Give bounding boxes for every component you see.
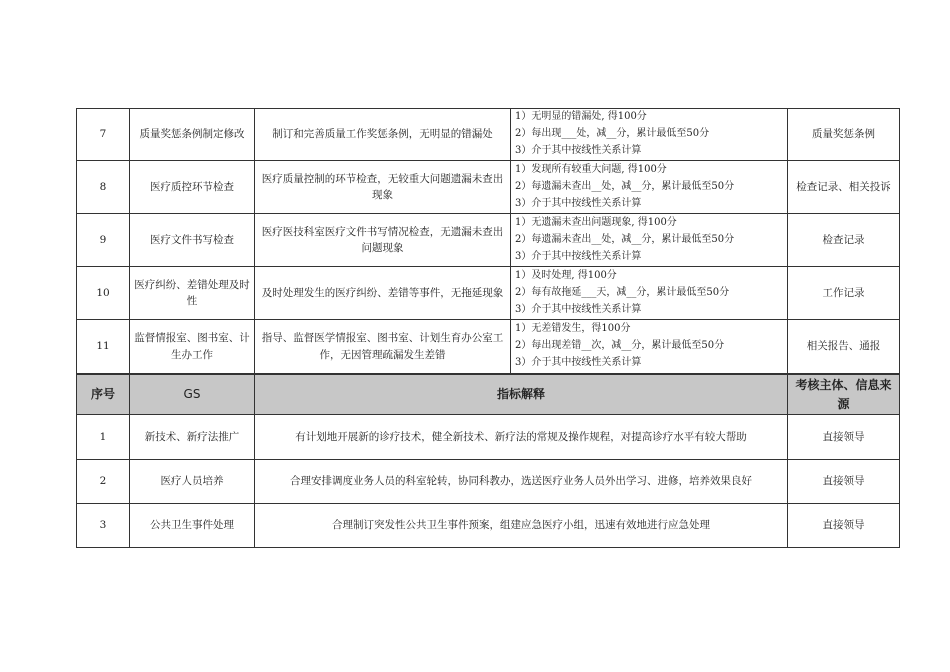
gs-table xyxy=(76,374,900,548)
indicator-description: 医疗质量控制的环节检查，无较重大问题遗漏未查出现象 xyxy=(255,161,511,214)
gs-description: 合理安排调度业务人员的科室轮转，协同科教办，选送医疗业务人员外出学习、进修，培养效果良好 xyxy=(255,460,788,504)
indicator-name: 医疗纠纷、差错处理及时性 xyxy=(130,267,255,320)
row-number: 8 xyxy=(77,161,130,214)
header-no: 序号 xyxy=(77,375,130,415)
criteria-line: 3）介于其中按线性关系计算 xyxy=(515,197,642,209)
criteria-line: 3）介于其中按线性关系计算 xyxy=(515,357,642,368)
row-number: 9 xyxy=(77,214,130,267)
criteria-line: 3）介于其中按线性关系计算 xyxy=(515,303,642,315)
info-source: 直接领导 xyxy=(788,460,900,504)
scoring-criteria xyxy=(511,214,788,267)
criteria-line: 3）介于其中按线性关系计算 xyxy=(515,145,642,156)
indicator-description: 及时处理发生的医疗纠纷、差错等事件，无拖延现象 xyxy=(255,267,511,320)
indicator-name: 监督情报室、图书室、计生办工作 xyxy=(130,320,255,374)
row-number: 3 xyxy=(77,504,130,548)
indicator-description: 制订和完善质量工作奖惩条例，无明显的错漏处 xyxy=(255,109,511,161)
scoring-criteria xyxy=(511,109,788,161)
row-number: 7 xyxy=(77,109,130,161)
gs-name: 医疗人员培养 xyxy=(130,460,255,504)
row-number: 11 xyxy=(77,320,130,374)
info-source: 直接领导 xyxy=(788,415,900,460)
row-number: 1 xyxy=(77,415,130,460)
criteria-line: 2）每出现差错__次，减__分，累计最低至50分 xyxy=(515,340,725,351)
table-row xyxy=(77,460,900,504)
table-row xyxy=(77,504,900,548)
scoring-criteria xyxy=(511,320,788,374)
criteria-line: 2）每遗漏未查出__处，减__分，累计最低至50分 xyxy=(515,180,735,192)
indicator-description: 医疗医技科室医疗文件书写情况检查，无遗漏未查出问题现象 xyxy=(255,214,511,267)
indicator-name: 医疗质控环节检查 xyxy=(130,161,255,214)
info-source: 检查记录、相关投诉 xyxy=(788,161,900,214)
criteria-line: 1）无遗漏未查出问题现象, 得100分 xyxy=(515,216,677,228)
info-source: 直接领导 xyxy=(788,504,900,548)
table-row xyxy=(77,415,900,460)
info-source: 质量奖惩条例 xyxy=(788,109,900,161)
criteria-line: 1）发现所有较重大问题, 得100分 xyxy=(515,163,667,175)
row-number: 2 xyxy=(77,460,130,504)
table-row xyxy=(77,161,900,214)
gs-name: 公共卫生事件处理 xyxy=(130,504,255,548)
header-gs: GS xyxy=(130,375,255,415)
criteria-line: 1）无明显的错漏处, 得100分 xyxy=(515,111,647,122)
header-desc: 指标解释 xyxy=(255,375,788,415)
criteria-line: 2）每遗漏未查出__处，减__分，累计最低至50分 xyxy=(515,233,735,245)
row-number: 10 xyxy=(77,267,130,320)
info-source: 工作记录 xyxy=(788,267,900,320)
table-row xyxy=(77,109,900,161)
indicator-name: 质量奖惩条例制定修改 xyxy=(130,109,255,161)
criteria-line: 2）每有故拖延___天，减__分，累计最低至50分 xyxy=(515,286,730,298)
header-source: 考核主体、信息来源 xyxy=(788,375,900,415)
table-row xyxy=(77,214,900,267)
gs-description: 有计划地开展新的诊疗技术，健全新技术、新疗法的常规及操作规程，对提高诊疗水平有较大帮助 xyxy=(255,415,788,460)
kpi-table-top xyxy=(76,108,900,374)
gs-table-header-row xyxy=(77,375,900,415)
criteria-line: 1）无差错发生，得100分 xyxy=(515,323,631,334)
info-source: 相关报告、通报 xyxy=(788,320,900,374)
criteria-line: 2）每出现___处，减__分，累计最低至50分 xyxy=(515,128,710,139)
scoring-criteria xyxy=(511,161,788,214)
table-row xyxy=(77,320,900,374)
info-source: 检查记录 xyxy=(788,214,900,267)
indicator-description: 指导、监督医学情报室、图书室、计划生育办公室工作，无因管理疏漏发生差错 xyxy=(255,320,511,374)
scoring-criteria xyxy=(511,267,788,320)
gs-name: 新技术、新疗法推广 xyxy=(130,415,255,460)
criteria-line: 1）及时处理, 得100分 xyxy=(515,269,617,281)
gs-description: 合理制订突发性公共卫生事件预案，组建应急医疗小组，迅速有效地进行应急处理 xyxy=(255,504,788,548)
table-row xyxy=(77,267,900,320)
indicator-name: 医疗文件书写检查 xyxy=(130,214,255,267)
criteria-line: 3）介于其中按线性关系计算 xyxy=(515,250,642,262)
